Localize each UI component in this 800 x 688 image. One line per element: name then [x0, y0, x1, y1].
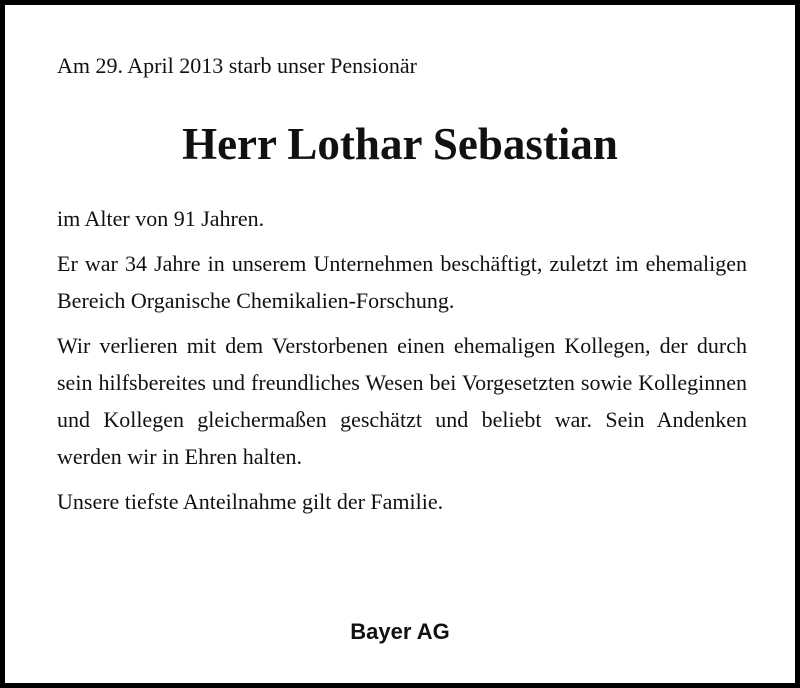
intro-line: Am 29. April 2013 starb unser Pensionär	[57, 53, 417, 78]
career-paragraph: Er war 34 Jahre in unserem Unternehmen beschäftigt, zuletzt im ehemaligen Bereich Organische Chemikalien-Forschung.	[57, 251, 747, 313]
deceased-name: Herr Lothar Sebastian	[182, 119, 618, 169]
company-signature: Bayer AG	[350, 619, 450, 644]
notice-body	[57, 200, 747, 528]
tribute-paragraph: Wir verlieren mit dem Verstorbenen einen ehemaligen Kollegen, der durch sein hilfsbereites und freundliches Wesen bei Vorgesetzten sowie Kolleginnen und Kollegen gleichermaßen geschätzt und beliebt war. Sein Andenken werden wir in Ehren halten.	[57, 333, 747, 469]
age-line: im Alter von 91 Jahren.	[57, 206, 265, 231]
condolence-line: Unsere tiefste Anteilnahme gilt der Familie.	[57, 489, 444, 514]
